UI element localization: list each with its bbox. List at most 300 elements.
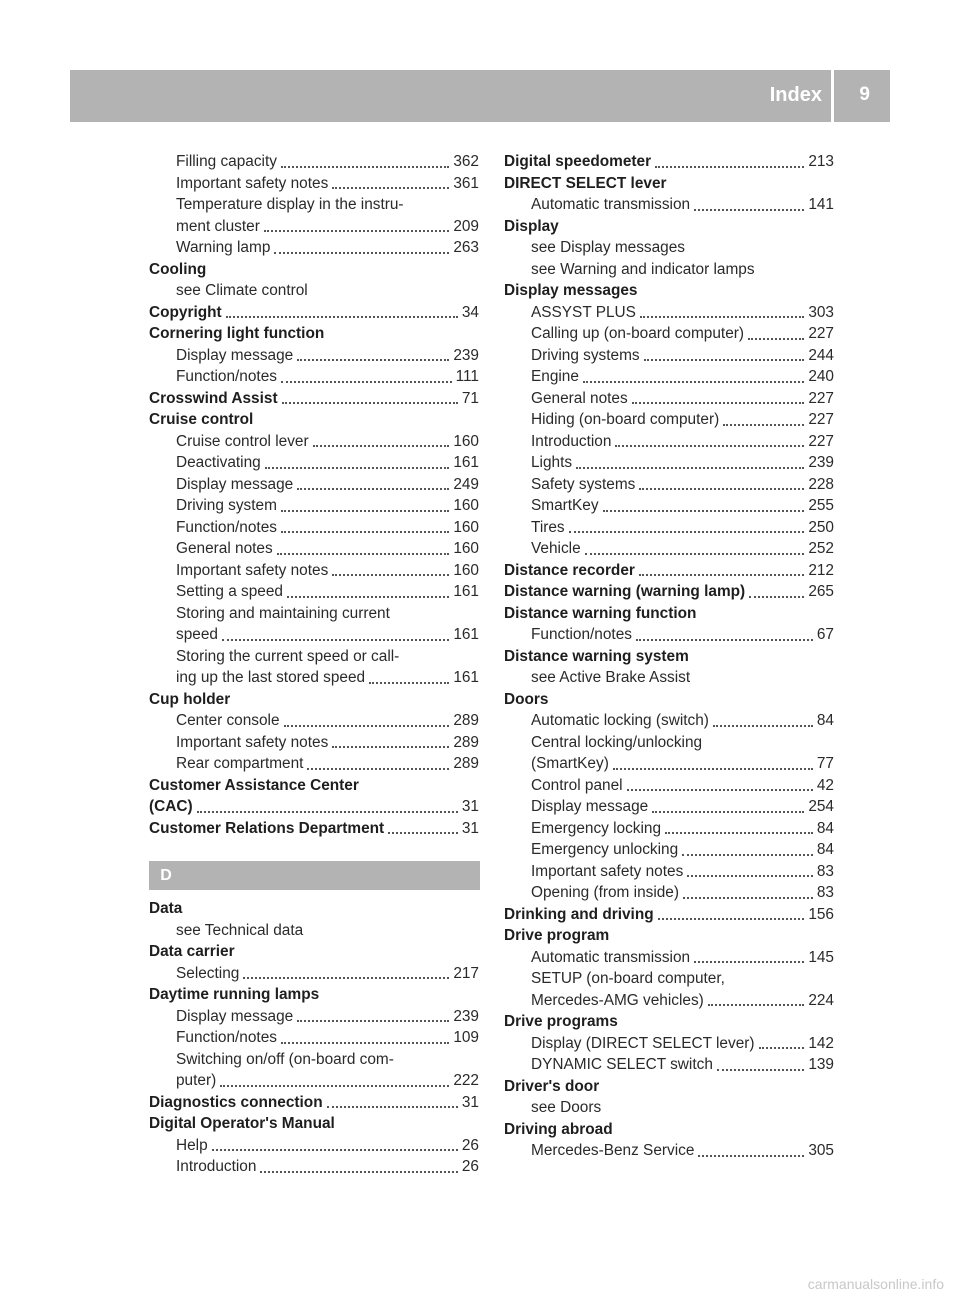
index-subentry [504,194,834,216]
index-heading [149,302,479,324]
index-subentry [504,388,834,410]
page-reference: 160 [453,540,479,557]
page-reference: 250 [808,518,834,536]
index-column-left-d [149,898,479,1178]
index-heading [504,151,834,173]
entry-text: see Active Brake Assist [531,669,691,686]
index-heading [504,581,834,603]
dot-leader [658,918,805,920]
entry-text: see Doors [531,1099,602,1116]
index-subentry [149,345,479,367]
entry-text: Digital speedometer [504,153,652,170]
entry-text: Cooling [149,260,207,278]
section-letter: D [160,867,172,884]
dot-leader [655,166,804,168]
entry-text: ing up the last stored speed [176,669,366,686]
page-reference: 26 [461,1158,479,1175]
index-subentry [149,1006,479,1028]
page-reference: 111 [455,368,479,385]
index-subentry [149,474,479,496]
dot-leader [640,316,804,318]
page-reference: 31 [461,1093,479,1111]
dot-leader [197,811,458,813]
index-subentry [504,818,834,840]
page-reference: 42 [816,776,834,794]
index-heading [149,388,479,410]
entry-text: Diagnostics connection [149,1093,323,1111]
index-heading [504,1076,834,1098]
dot-leader [281,531,449,533]
index-subentry [149,495,479,517]
index-heading [149,984,479,1006]
entry-text: SmartKey [531,497,599,514]
index-subentry [149,667,479,689]
page-reference: 67 [816,626,834,643]
dot-leader [683,897,813,899]
index-subentry [504,968,834,990]
dot-leader [665,832,813,834]
page-reference: 303 [808,303,834,321]
index-subentry [149,646,479,668]
dot-leader [749,596,804,598]
entry-text: Data carrier [149,943,235,960]
index-subentry [149,732,479,754]
page-reference: 228 [808,475,834,493]
dot-leader [281,166,449,168]
entry-text: Customer Relations Department [149,819,385,837]
dot-leader [639,488,804,490]
page-reference: 161 [453,669,479,686]
dot-leader [307,768,449,770]
index-subentry [149,603,479,625]
dot-leader [281,381,452,383]
dot-leader [585,553,805,555]
page-reference: 109 [453,1029,479,1046]
index-subentry [504,366,834,388]
page-reference: 252 [808,540,834,557]
dot-leader [639,574,804,576]
index-heading [149,689,479,711]
entry-text: Important safety notes [176,561,329,579]
dot-leader [603,510,805,512]
index-subentry [504,882,834,904]
entry-text: Help [176,1136,208,1154]
entry-text: Function/notes [176,1029,277,1046]
page-reference: 239 [453,346,479,364]
page-reference: 83 [816,862,834,880]
dot-leader [682,854,813,856]
page-reference: 142 [808,1034,834,1052]
index-subentry [149,517,479,539]
entry-text: DIRECT SELECT lever [504,174,667,192]
dot-leader [222,639,449,641]
entry-text: Driving systems [531,346,640,364]
page-reference: 31 [461,798,479,815]
index-subentry [149,538,479,560]
entry-text: Switching on/off (on-board com- [176,1050,394,1068]
dot-leader [694,961,804,963]
entry-text: Distance warning function [504,604,697,622]
index-subentry [504,474,834,496]
index-subentry [149,963,479,985]
index-subentry [504,732,834,754]
index-subentry [149,920,479,942]
entry-text: Doors [504,690,549,708]
dot-leader [277,553,450,555]
entry-text: Engine [531,368,579,385]
index-heading [504,925,834,947]
page-reference: 160 [453,561,479,579]
page-number: 9 [859,84,870,105]
entry-text: puter) [176,1072,217,1089]
entry-text: Tires [531,518,565,536]
entry-text: Storing the current speed or call- [176,647,400,665]
dot-leader [388,832,458,834]
index-heading [504,603,834,625]
index-subentry [149,216,479,238]
index-heading [504,689,834,711]
page-reference: 71 [461,389,479,407]
entry-text: Cornering light function [149,325,325,342]
page-reference: 362 [453,153,479,170]
index-subentry [504,753,834,775]
index-subentry [149,237,479,259]
index-heading [149,796,479,818]
dot-leader [243,977,449,979]
dot-leader [287,596,449,598]
dot-leader [327,1106,458,1108]
page-reference: 209 [453,217,479,235]
index-subentry [149,280,479,302]
entry-text: Vehicle [531,540,581,557]
dot-leader [723,424,804,426]
index-subentry [504,775,834,797]
entry-text: Cruise control lever [176,432,309,450]
page-reference: 139 [808,1056,834,1073]
dot-leader [576,467,804,469]
page-reference: 263 [453,239,479,256]
dot-leader [297,359,449,361]
entry-text: Distance warning system [504,647,689,665]
index-subentry [504,302,834,324]
entry-text: see Climate control [176,282,308,299]
page-reference: 249 [453,475,479,493]
page-reference: 289 [453,755,479,772]
entry-text: see Warning and indicator lamps [531,260,755,278]
page-reference: 239 [453,1007,479,1025]
dot-leader [759,1047,805,1049]
page-reference: 26 [461,1136,479,1154]
index-subentry [504,409,834,431]
index-subentry [149,753,479,775]
page-reference: 289 [453,712,479,729]
page-reference: 160 [453,432,479,450]
index-subentry [504,431,834,453]
dot-leader [613,768,813,770]
dot-leader [297,1020,449,1022]
entry-text: Driving abroad [504,1120,613,1138]
index-subentry [149,1070,479,1092]
page-reference: 161 [453,626,479,643]
dot-leader [569,531,805,533]
entry-text: Customer Assistance Center [149,776,359,794]
page-reference: 254 [808,798,834,815]
index-subentry [504,947,834,969]
page-reference: 77 [816,755,834,772]
entry-text: Introduction [531,432,612,450]
index-subentry [149,173,479,195]
entry-text: SETUP (on-board computer, [531,970,725,987]
entry-text: Selecting [176,964,240,982]
entry-text: Display message [176,475,294,493]
page-reference: 227 [808,432,834,450]
dot-leader [708,1004,805,1006]
index-heading [149,409,479,431]
index-subentry [149,1049,479,1071]
entry-text: Mercedes-Benz Service [531,1142,695,1159]
dot-leader [615,445,804,447]
entry-text: ment cluster [176,217,260,235]
dot-leader [281,510,449,512]
entry-text: DYNAMIC SELECT switch [531,1056,713,1073]
dot-leader [332,187,449,189]
index-heading [504,280,834,302]
page-reference: 84 [816,819,834,837]
entry-text: Function/notes [176,368,277,385]
entry-text: Opening (from inside) [531,884,679,901]
entry-text: Emergency unlocking [531,841,679,858]
index-subentry [149,560,479,582]
entry-text: Introduction [176,1158,257,1175]
page-reference: 156 [808,905,834,923]
entry-text: Important safety notes [531,862,684,880]
index-subentry [149,710,479,732]
index-subentry [504,259,834,281]
index-subentry [504,667,834,689]
dot-leader [636,639,813,641]
index-subentry [504,1097,834,1119]
entry-text: Control panel [531,776,623,794]
entry-text: Crosswind Assist [149,389,278,407]
dot-leader [260,1171,457,1173]
index-heading [149,1113,479,1135]
dot-leader [274,252,449,254]
page-reference: 161 [453,454,479,471]
entry-text: Function/notes [176,518,277,536]
index-heading [504,1011,834,1033]
entry-text: Cup holder [149,690,231,708]
index-subentry [504,839,834,861]
page-reference: 160 [453,518,479,536]
page-reference: 84 [816,712,834,729]
dot-leader [713,725,813,727]
entry-text: Cruise control [149,411,254,428]
watermark: carmanualsonline.info [807,1276,944,1292]
dot-leader [332,574,449,576]
entry-text: Filling capacity [176,153,277,170]
entry-text: Display [504,217,559,235]
entry-text: see Technical data [176,921,304,939]
page-reference: 145 [808,948,834,966]
entry-text: Display message [176,1007,294,1025]
entry-text: Setting a speed [176,583,283,600]
page-reference: 227 [808,325,834,342]
dot-leader [220,1085,449,1087]
index-subentry [149,581,479,603]
page-reference: 141 [808,196,834,213]
page-reference: 255 [808,497,834,514]
page-reference: 265 [808,583,834,600]
header-divider [831,70,834,122]
dot-leader [284,725,450,727]
page-reference: 361 [453,174,479,192]
index-heading [149,941,479,963]
entry-text: see Display messages [531,239,685,256]
entry-text: speed [176,626,218,643]
dot-leader [297,488,449,490]
index-subentry [504,1140,834,1162]
page-reference: 34 [461,303,479,321]
dot-leader [644,359,805,361]
dot-leader [212,1149,458,1151]
index-subentry [504,861,834,883]
index-subentry [504,796,834,818]
index-subentry [504,1033,834,1055]
page-header [70,70,890,122]
entry-text: Display messages [504,282,638,299]
index-heading [149,323,479,345]
entry-text: (CAC) [149,798,193,815]
dot-leader [369,682,449,684]
index-subentry [149,1027,479,1049]
index-subentry [504,624,834,646]
dot-leader [264,230,449,232]
dot-leader [226,316,458,318]
entry-text: General notes [176,540,273,557]
dot-leader [281,1042,449,1044]
dot-leader [717,1069,804,1071]
index-subentry [504,710,834,732]
dot-leader [583,381,804,383]
entry-text: Display message [531,798,649,815]
entry-text: Data [149,900,183,917]
index-subentry [149,1156,479,1178]
index-subentry [149,194,479,216]
page-reference: 224 [808,991,834,1009]
index-subentry [504,323,834,345]
dot-leader [313,445,450,447]
entry-text: (SmartKey) [531,755,609,772]
entry-text: Lights [531,454,573,471]
entry-text: Center console [176,712,280,729]
page-reference: 84 [816,841,834,858]
page-title: Index [769,84,822,106]
index-column-left [149,151,479,839]
entry-text: Daytime running lamps [149,986,320,1003]
entry-text: Important safety notes [176,174,329,192]
entry-text: Mercedes-AMG vehicles) [531,991,704,1009]
entry-text: Digital Operator's Manual [149,1115,335,1132]
page-reference: 240 [808,368,834,385]
index-heading [504,1119,834,1141]
index-heading [149,775,479,797]
index-heading [504,646,834,668]
index-heading [149,818,479,840]
entry-text: Display (DIRECT SELECT lever) [531,1034,755,1052]
entry-text: Distance recorder [504,561,635,579]
dot-leader [687,875,813,877]
page-reference: 212 [808,561,834,579]
dot-leader [632,402,805,404]
page-reference: 161 [453,583,479,600]
entry-text: Emergency locking [531,819,662,837]
index-subentry [149,431,479,453]
index-subentry [149,452,479,474]
dot-leader [265,467,450,469]
index-subentry [504,495,834,517]
page-reference: 222 [453,1072,479,1089]
page-reference: 160 [453,497,479,514]
entry-text: Hiding (on-board computer) [531,411,720,428]
entry-text: Storing and maintaining current [176,604,390,622]
index-subentry [504,237,834,259]
dot-leader [698,1155,804,1157]
entry-text: Driver's door [504,1077,600,1095]
index-subentry [149,1135,479,1157]
entry-text: Calling up (on-board computer) [531,325,745,342]
index-heading [504,904,834,926]
dot-leader [332,746,449,748]
index-subentry [149,151,479,173]
index-heading [504,216,834,238]
page-reference: 83 [816,884,834,901]
entry-text: Temperature display in the instru- [176,196,404,213]
entry-text: Safety systems [531,475,636,493]
entry-text: Drive program [504,927,610,944]
entry-text: Drinking and driving [504,905,654,923]
entry-text: Copyright [149,303,222,321]
entry-text: Function/notes [531,626,632,643]
entry-text: Important safety notes [176,733,329,751]
page-reference: 244 [808,346,834,364]
index-heading [504,560,834,582]
page-reference: 31 [461,819,479,837]
entry-text: Drive programs [504,1013,618,1030]
entry-text: Driving system [176,497,277,514]
entry-text: Deactivating [176,454,261,471]
entry-text: Rear compartment [176,755,304,772]
index-subentry [504,1054,834,1076]
page-reference: 239 [808,454,834,471]
index-heading [149,1092,479,1114]
index-heading [149,898,479,920]
dot-leader [652,811,804,813]
page-reference: 227 [808,411,834,428]
dot-leader [748,338,804,340]
page-reference: 217 [453,964,479,982]
index-subentry [149,624,479,646]
index-subentry [504,452,834,474]
index-subentry [504,345,834,367]
page-reference: 305 [808,1142,834,1159]
entry-text: Distance warning (warning lamp) [504,583,746,600]
entry-text: Automatic transmission [531,948,691,966]
index-subentry [504,990,834,1012]
section-heading-d [149,861,480,890]
entry-text: Display message [176,346,294,364]
entry-text: ASSYST PLUS [531,303,636,321]
entry-text: Automatic locking (switch) [531,712,709,729]
